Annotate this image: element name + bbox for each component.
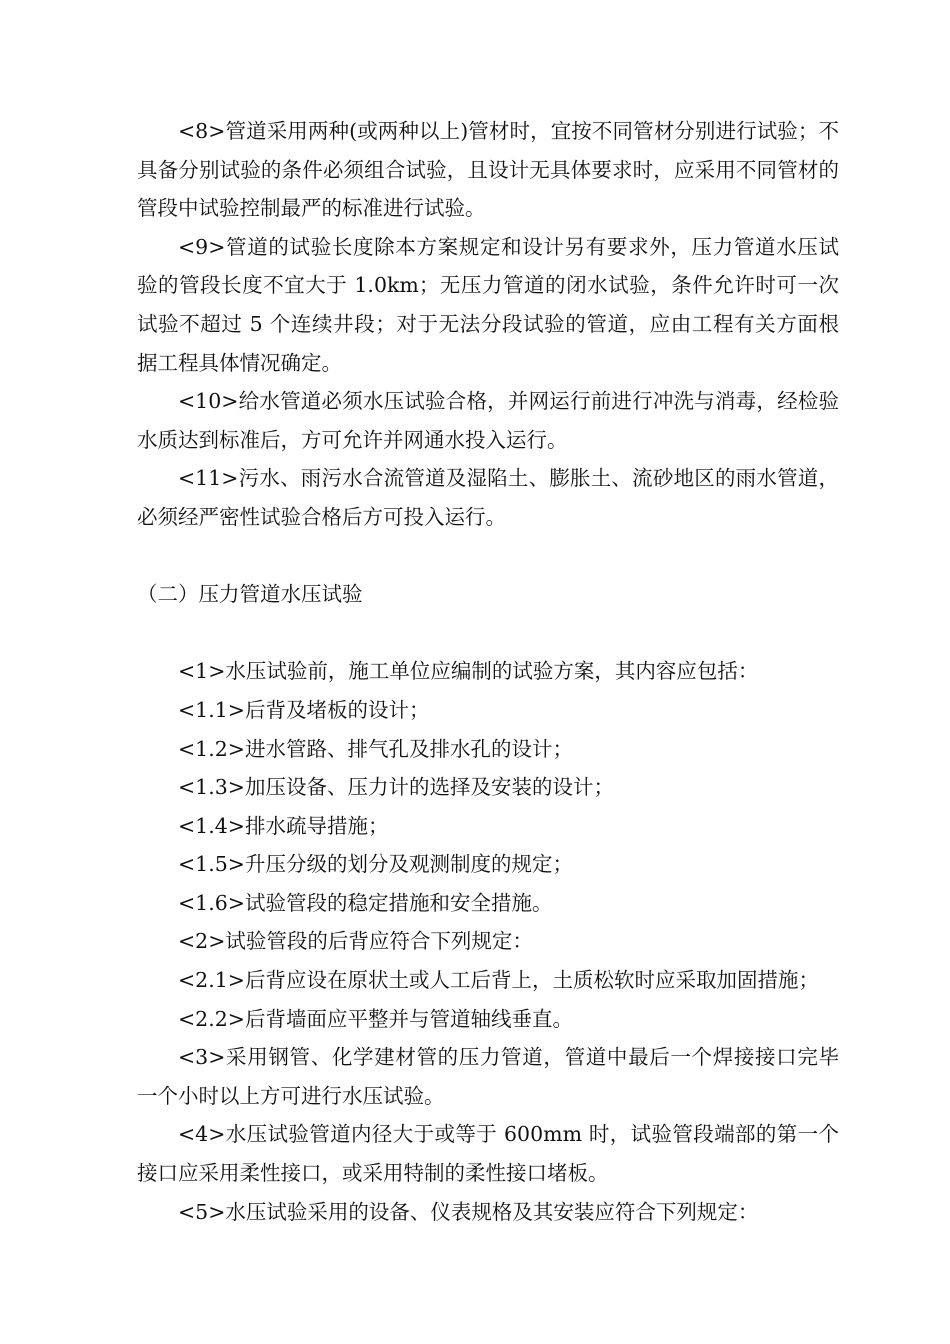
spacer xyxy=(137,537,839,576)
document-body xyxy=(137,112,839,1231)
paragraph-8: <8>管道采用两种(或两种以上)管材时，宜按不同管材分别进行试验；不具备分别试验的条件必须组合试验，且设计无具体要求时，应采用不同管材的管段中试验控制最严的标准进行试验。 xyxy=(137,119,839,221)
section-heading: （二）压力管道水压试验 xyxy=(137,582,363,607)
paragraph-9: <9>管道的试验长度除本方案规定和设计另有要求外，压力管道水压试验的管段长度不宜大于 1.0km；无压力管道的闭水试验，条件允许时可一次试验不超过 5 个连续井段；对于无法分段试验的管道，应由工程有关方面根据工程具体情况确定。 xyxy=(137,234,839,375)
paragraph-2-1: <2.1>后背应设在原状土或人工后背上，土质松软时应采取加固措施； xyxy=(178,968,819,993)
paragraph-2-2: <2.2>后背墙面应平整并与管道轴线垂直。 xyxy=(178,1006,573,1031)
paragraph-1-6: <1.6>试验管段的稳定措施和安全措施。 xyxy=(178,890,553,915)
paragraph-5: <5>水压试验采用的设备、仪表规格及其安装应符合下列规定： xyxy=(178,1199,759,1224)
spacer xyxy=(137,614,839,653)
paragraph-3: <3>采用钢管、化学建材管的压力管道，管道中最后一个焊接接口完毕一个小时以上方可进行水压试验。 xyxy=(137,1045,839,1108)
paragraph-1: <1>水压试验前，施工单位应编制的试验方案，其内容应包括： xyxy=(178,659,759,684)
paragraph-1-2: <1.2>进水管路、排气孔及排水孔的设计； xyxy=(178,736,573,761)
paragraph-1-3: <1.3>加压设备、压力计的选择及安装的设计； xyxy=(178,775,614,800)
paragraph-1-4: <1.4>排水疏导措施； xyxy=(178,813,389,838)
paragraph-11: <11>污水、雨污水合流管道及湿陷土、膨胀土、流砂地区的雨水管道，必须经严密性试验合格后方可投入运行。 xyxy=(137,466,839,529)
paragraph-1-5: <1.5>升压分级的划分及观测制度的规定； xyxy=(178,852,573,877)
paragraph-10: <10>给水管道必须水压试验合格，并网运行前进行冲洗与消毒，经检验水质达到标准后，方可允许并网通水投入运行。 xyxy=(137,389,839,452)
paragraph-4: <4>水压试验管道内径大于或等于 600mm 时，试验管段端部的第一个接口应采用柔性接口，或采用特制的柔性接口堵板。 xyxy=(137,1122,839,1186)
paragraph-2: <2>试验管段的后背应符合下列规定： xyxy=(178,929,533,954)
paragraph-1-1: <1.1>后背及堵板的设计； xyxy=(178,697,430,722)
